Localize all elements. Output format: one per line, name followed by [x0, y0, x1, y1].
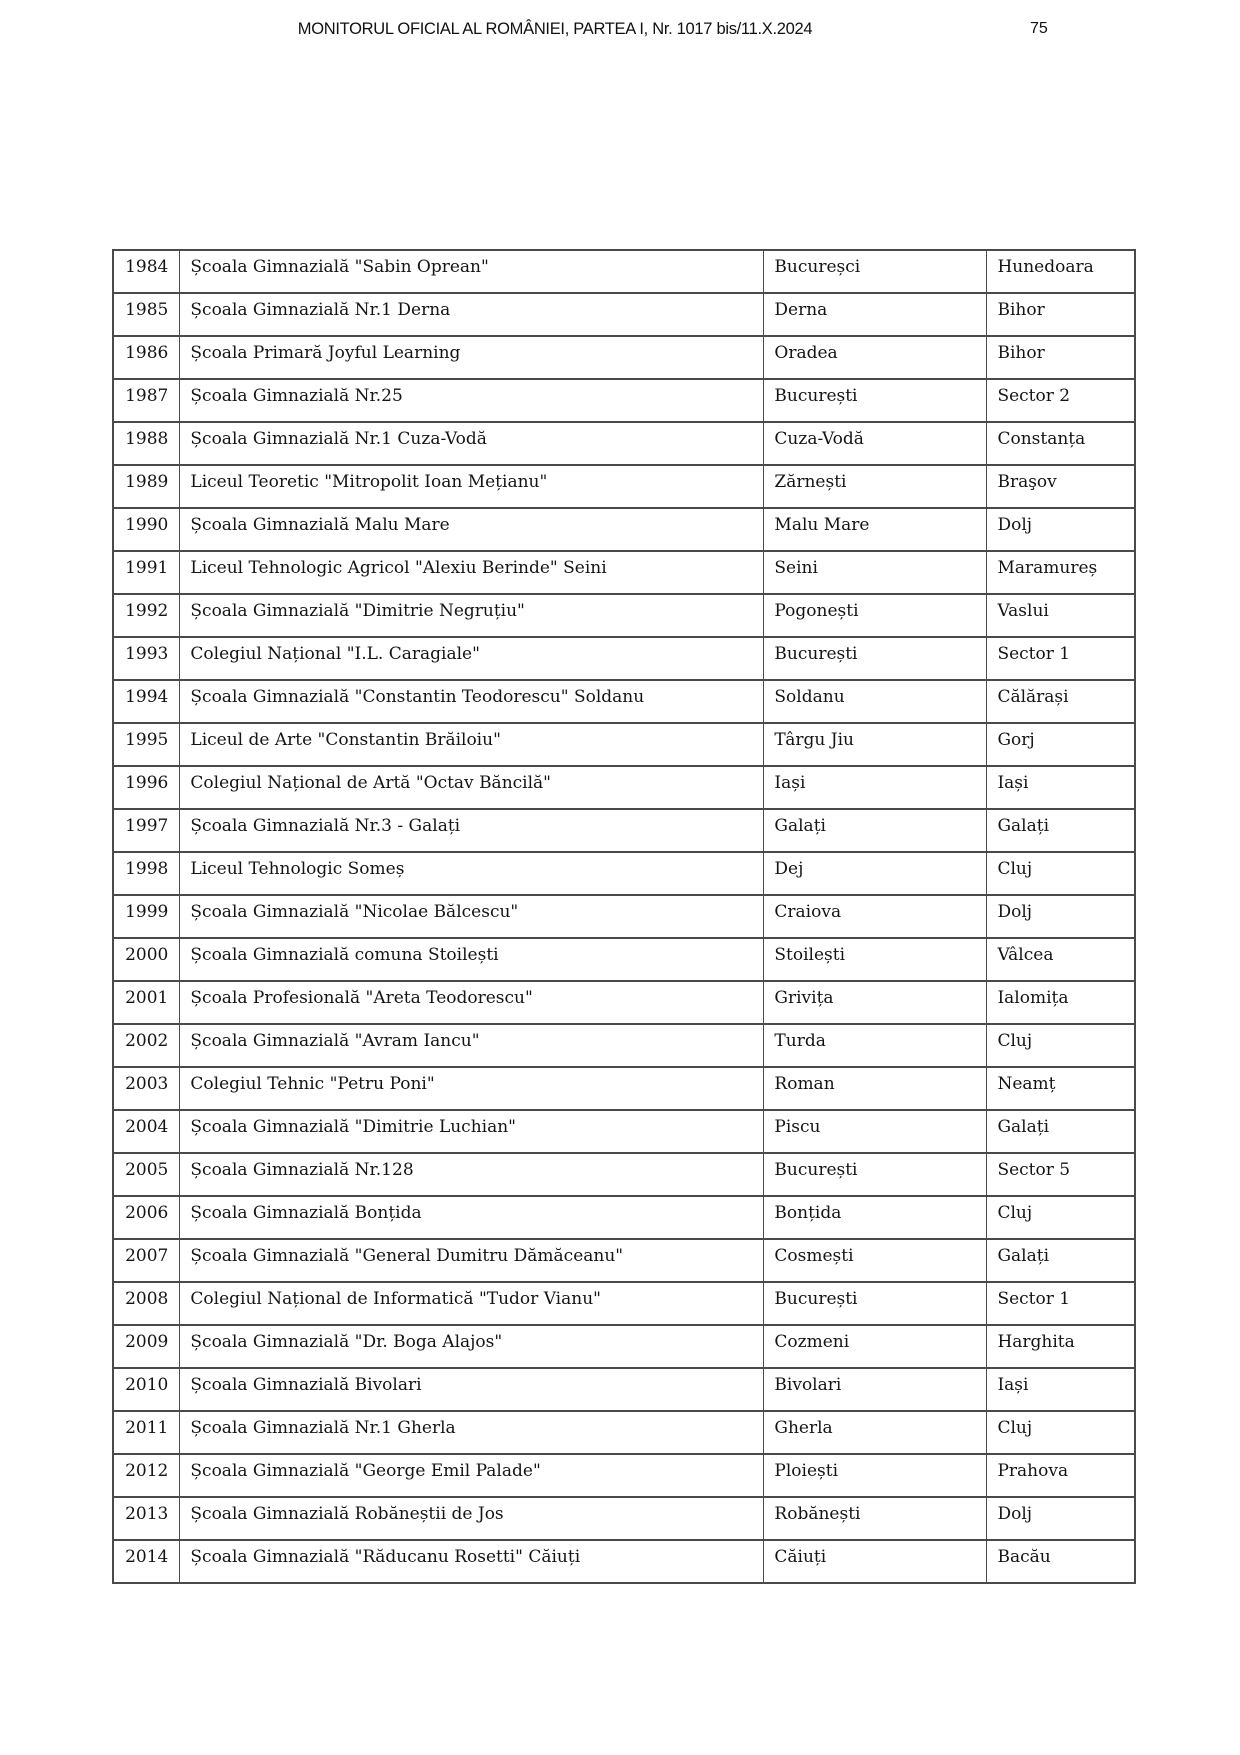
row-number-cell: 2005	[113, 1153, 180, 1196]
school-name-cell: Școala Gimnazială Nr.1 Gherla	[180, 1411, 764, 1454]
school-name-cell: Colegiul Național de Artă "Octav Băncilă"	[180, 766, 764, 809]
county-cell: Vaslui	[987, 594, 1135, 637]
row-number-cell: 1987	[113, 379, 180, 422]
row-number-cell: 1984	[113, 250, 180, 293]
school-name-cell: Școala Gimnazială Robăneștii de Jos	[180, 1497, 764, 1540]
school-name-cell: Liceul Tehnologic Agricol "Alexiu Berinde" Seini	[180, 551, 764, 594]
table-row	[113, 250, 1135, 293]
county-cell: Constanța	[987, 422, 1135, 465]
row-number-cell: 1997	[113, 809, 180, 852]
table-row	[113, 680, 1135, 723]
city-cell: Bonțida	[764, 1196, 987, 1239]
city-cell: București	[764, 637, 987, 680]
school-name-cell: Școala Gimnazială "Dimitrie Negruțiu"	[180, 594, 764, 637]
city-cell: Robănești	[764, 1497, 987, 1540]
table-row	[113, 723, 1135, 766]
school-name-cell: Școala Gimnazială comuna Stoilești	[180, 938, 764, 981]
city-cell: Craiova	[764, 895, 987, 938]
table-row	[113, 379, 1135, 422]
table-row	[113, 637, 1135, 680]
school-name-cell: Școala Gimnazială Nr.128	[180, 1153, 764, 1196]
county-cell: Iași	[987, 1368, 1135, 1411]
county-cell: Galați	[987, 809, 1135, 852]
row-number-cell: 1998	[113, 852, 180, 895]
table-row	[113, 465, 1135, 508]
row-number-cell: 2003	[113, 1067, 180, 1110]
school-name-cell: Școala Gimnazială Nr.25	[180, 379, 764, 422]
school-name-cell: Școala Gimnazială "Sabin Oprean"	[180, 250, 764, 293]
school-name-cell: Școala Gimnazială Bivolari	[180, 1368, 764, 1411]
city-cell: Cuza-Vodă	[764, 422, 987, 465]
city-cell: Derna	[764, 293, 987, 336]
county-cell: Cluj	[987, 852, 1135, 895]
row-number-cell: 2014	[113, 1540, 180, 1583]
table-row	[113, 766, 1135, 809]
city-cell: Căiuți	[764, 1540, 987, 1583]
row-number-cell: 1993	[113, 637, 180, 680]
row-number-cell: 2002	[113, 1024, 180, 1067]
county-cell: Harghita	[987, 1325, 1135, 1368]
city-cell: Turda	[764, 1024, 987, 1067]
school-name-cell: Liceul Teoretic "Mitropolit Ioan Mețianu"	[180, 465, 764, 508]
table-row	[113, 1282, 1135, 1325]
table-row	[113, 809, 1135, 852]
county-cell: Dolj	[987, 895, 1135, 938]
county-cell: Cluj	[987, 1196, 1135, 1239]
city-cell: Târgu Jiu	[764, 723, 987, 766]
table-row	[113, 1239, 1135, 1282]
county-cell: Ialomița	[987, 981, 1135, 1024]
school-name-cell: Școala Gimnazială "Constantin Teodorescu" Soldanu	[180, 680, 764, 723]
county-cell: Sector 2	[987, 379, 1135, 422]
city-cell: București	[764, 1282, 987, 1325]
table-row	[113, 1454, 1135, 1497]
table-row	[113, 422, 1135, 465]
county-cell: Cluj	[987, 1024, 1135, 1067]
city-cell: Cosmești	[764, 1239, 987, 1282]
city-cell: București	[764, 379, 987, 422]
row-number-cell: 1989	[113, 465, 180, 508]
county-cell: Neamț	[987, 1067, 1135, 1110]
county-cell: Galați	[987, 1110, 1135, 1153]
county-cell: Bacău	[987, 1540, 1135, 1583]
table-row	[113, 594, 1135, 637]
row-number-cell: 1992	[113, 594, 180, 637]
city-cell: Zărnești	[764, 465, 987, 508]
school-name-cell: Școala Gimnazială "George Emil Palade"	[180, 1454, 764, 1497]
school-name-cell: Școala Primară Joyful Learning	[180, 336, 764, 379]
school-name-cell: Școala Gimnazială Nr.1 Cuza-Vodă	[180, 422, 764, 465]
school-name-cell: Școala Gimnazială "Avram Iancu"	[180, 1024, 764, 1067]
row-number-cell: 2011	[113, 1411, 180, 1454]
city-cell: Iași	[764, 766, 987, 809]
county-cell: Bihor	[987, 293, 1135, 336]
table-row	[113, 508, 1135, 551]
city-cell: Cozmeni	[764, 1325, 987, 1368]
county-cell: Hunedoara	[987, 250, 1135, 293]
table-row	[113, 1368, 1135, 1411]
county-cell: Sector 5	[987, 1153, 1135, 1196]
city-cell: Piscu	[764, 1110, 987, 1153]
city-cell: Seini	[764, 551, 987, 594]
school-name-cell: Școala Gimnazială Bonțida	[180, 1196, 764, 1239]
row-number-cell: 1991	[113, 551, 180, 594]
city-cell: Bivolari	[764, 1368, 987, 1411]
table-row	[113, 1497, 1135, 1540]
school-name-cell: Școala Gimnazială "General Dumitru Dămăceanu"	[180, 1239, 764, 1282]
county-cell: Bihor	[987, 336, 1135, 379]
row-number-cell: 2010	[113, 1368, 180, 1411]
county-cell: Prahova	[987, 1454, 1135, 1497]
county-cell: Vâlcea	[987, 938, 1135, 981]
city-cell: Gherla	[764, 1411, 987, 1454]
table-row	[113, 1196, 1135, 1239]
school-name-cell: Liceul Tehnologic Someș	[180, 852, 764, 895]
page-number: 75	[1030, 20, 1048, 37]
county-cell: Iași	[987, 766, 1135, 809]
city-cell: București	[764, 1153, 987, 1196]
county-cell: Maramureș	[987, 551, 1135, 594]
school-name-cell: Școala Gimnazială Nr.1 Derna	[180, 293, 764, 336]
school-name-cell: Școala Gimnazială "Dimitrie Luchian"	[180, 1110, 764, 1153]
county-cell: Călărași	[987, 680, 1135, 723]
page-header-title: MONITORUL OFICIAL AL ROMÂNIEI, PARTEA I, Nr. 1017 bis/11.X.2024	[297, 20, 813, 38]
table-row	[113, 551, 1135, 594]
school-name-cell: Școala Gimnazială "Dr. Boga Alajos"	[180, 1325, 764, 1368]
row-number-cell: 2013	[113, 1497, 180, 1540]
city-cell: Malu Mare	[764, 508, 987, 551]
city-cell: Ploiești	[764, 1454, 987, 1497]
city-cell: Oradea	[764, 336, 987, 379]
table-row	[113, 852, 1135, 895]
row-number-cell: 1994	[113, 680, 180, 723]
city-cell: Roman	[764, 1067, 987, 1110]
row-number-cell: 2012	[113, 1454, 180, 1497]
row-number-cell: 2009	[113, 1325, 180, 1368]
row-number-cell: 2006	[113, 1196, 180, 1239]
school-name-cell: Colegiul Național de Informatică "Tudor Vianu"	[180, 1282, 764, 1325]
city-cell: Dej	[764, 852, 987, 895]
row-number-cell: 2004	[113, 1110, 180, 1153]
table-row	[113, 1540, 1135, 1583]
table-row	[113, 1325, 1135, 1368]
table-row	[113, 1024, 1135, 1067]
city-cell: Pogonești	[764, 594, 987, 637]
county-cell: Gorj	[987, 723, 1135, 766]
school-name-cell: Școala Gimnazială Nr.3 - Galați	[180, 809, 764, 852]
school-name-cell: Liceul de Arte "Constantin Brăiloiu"	[180, 723, 764, 766]
county-cell: Sector 1	[987, 637, 1135, 680]
table-row	[113, 336, 1135, 379]
row-number-cell: 2000	[113, 938, 180, 981]
table-row	[113, 1110, 1135, 1153]
table-row	[113, 1067, 1135, 1110]
school-name-cell: Colegiul Național "I.L. Caragiale"	[180, 637, 764, 680]
city-cell: Stoilești	[764, 938, 987, 981]
schools-table	[112, 249, 1136, 1584]
row-number-cell: 1996	[113, 766, 180, 809]
county-cell: Braşov	[987, 465, 1135, 508]
school-name-cell: Școala Gimnazială "Nicolae Bălcescu"	[180, 895, 764, 938]
row-number-cell: 2007	[113, 1239, 180, 1282]
school-name-cell: Școala Gimnazială Malu Mare	[180, 508, 764, 551]
county-cell: Sector 1	[987, 1282, 1135, 1325]
city-cell: Bucureșci	[764, 250, 987, 293]
school-name-cell: Școala Gimnazială "Răducanu Rosetti" Căiuți	[180, 1540, 764, 1583]
table-row	[113, 895, 1135, 938]
row-number-cell: 1990	[113, 508, 180, 551]
county-cell: Dolj	[987, 1497, 1135, 1540]
row-number-cell: 1995	[113, 723, 180, 766]
school-name-cell: Școala Profesională "Areta Teodorescu"	[180, 981, 764, 1024]
city-cell: Soldanu	[764, 680, 987, 723]
table-row	[113, 981, 1135, 1024]
table-row	[113, 938, 1135, 981]
schools-table-body	[113, 250, 1135, 1583]
city-cell: Grivița	[764, 981, 987, 1024]
table-row	[113, 293, 1135, 336]
table-row	[113, 1411, 1135, 1454]
county-cell: Dolj	[987, 508, 1135, 551]
county-cell: Galați	[987, 1239, 1135, 1282]
table-row	[113, 1153, 1135, 1196]
row-number-cell: 1988	[113, 422, 180, 465]
city-cell: Galați	[764, 809, 987, 852]
row-number-cell: 1986	[113, 336, 180, 379]
county-cell: Cluj	[987, 1411, 1135, 1454]
row-number-cell: 2008	[113, 1282, 180, 1325]
row-number-cell: 1999	[113, 895, 180, 938]
row-number-cell: 2001	[113, 981, 180, 1024]
school-name-cell: Colegiul Tehnic "Petru Poni"	[180, 1067, 764, 1110]
row-number-cell: 1985	[113, 293, 180, 336]
